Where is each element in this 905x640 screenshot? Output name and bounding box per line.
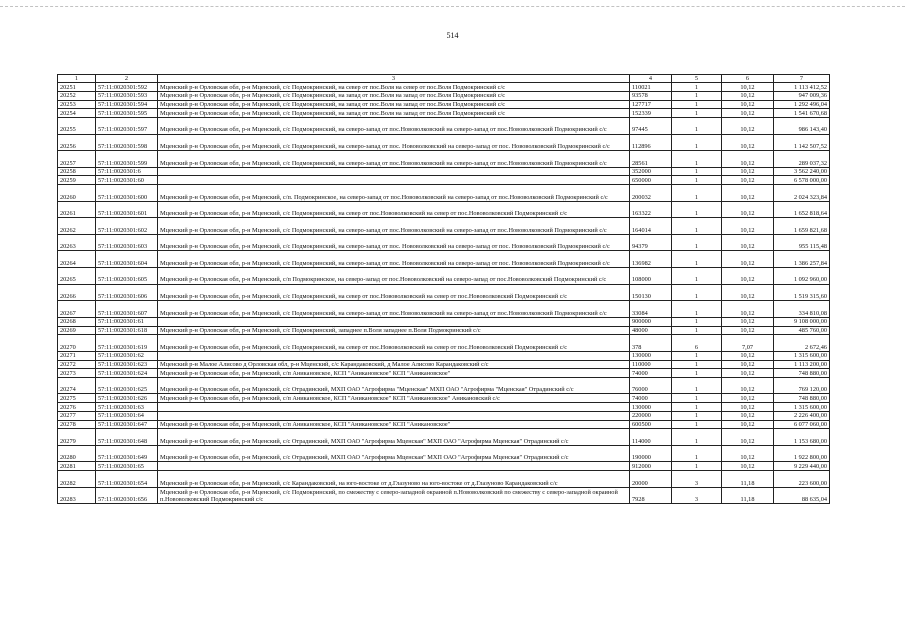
row-number-cell: 20270	[58, 335, 96, 352]
location-description-cell: Мценский р-н Орловская обл, р-н Мценский, с/с Подмокринский, на северо-запад от пос.Нововолковский на северо-запад от пос.Нововолковский Подмокринский с/с	[158, 301, 630, 318]
category-cell: 1	[672, 445, 722, 462]
category-cell: 1	[672, 351, 722, 360]
value-cell: 1 652 818,64	[774, 201, 830, 218]
location-description-cell: Мценский р-н Орловская обл, р-н Мценский, с/с Отрадинский, МХП ОАО "Агрофирма "Мценская" МХП ОАО "Агрофирма "Мценская" Отрадинский с/с	[158, 377, 630, 394]
row-number-cell: 20252	[58, 91, 96, 100]
table-row	[58, 251, 830, 268]
category-cell: 1	[672, 134, 722, 151]
cadastral-number-cell: 57:11:0020301:647	[96, 420, 158, 429]
rate-cell: 10,12	[722, 134, 774, 151]
rate-cell: 10,12	[722, 351, 774, 360]
cadastral-number-cell: 57:11:0020301:601	[96, 201, 158, 218]
value-cell: 1 142 507,52	[774, 134, 830, 151]
row-number-cell: 20269	[58, 326, 96, 335]
table-row	[58, 201, 830, 218]
cadastral-number-cell: 57:11:0020301:606	[96, 284, 158, 301]
area-cell: 912000	[630, 462, 672, 471]
value-cell: 2 024 323,84	[774, 185, 830, 202]
rate-cell: 10,12	[722, 167, 774, 176]
cadastral-number-cell: 57:11:0020301:619	[96, 335, 158, 352]
location-description-cell: Мценский р-н Орловская обл, р-н Мценский, с/с Подмокринский, на север от пос.Воля на север от пос.Воля Подмокринский с/с	[158, 83, 630, 92]
area-cell: 20000	[630, 471, 672, 488]
row-number-cell: 20266	[58, 284, 96, 301]
table-row	[58, 394, 830, 403]
table-row	[58, 91, 830, 100]
value-cell: 769 120,00	[774, 377, 830, 394]
cadastral-number-cell: 57:11:0020301:597	[96, 117, 158, 134]
category-cell: 1	[672, 377, 722, 394]
column-header: 2	[96, 75, 158, 83]
row-number-cell: 20280	[58, 445, 96, 462]
cadastral-number-cell: 57:11:0020301:623	[96, 360, 158, 369]
rate-cell: 11,18	[722, 487, 774, 504]
rate-cell: 10,12	[722, 151, 774, 168]
table-row	[58, 487, 830, 504]
table-row	[58, 317, 830, 326]
cadastral-number-cell: 57:11:0020301:648	[96, 429, 158, 446]
cadastral-number-cell: 57:11:0020301:598	[96, 134, 158, 151]
row-number-cell: 20267	[58, 301, 96, 318]
value-cell: 3 562 240,00	[774, 167, 830, 176]
value-cell: 1 315 600,00	[774, 403, 830, 412]
location-description-cell: Мценский р-н Орловская обл, р-н Мценский, с/п Подмокринское, на северо-запад от пос.Нововолковский на северо-запад от пос.Нововолковский Подмокринский с/с	[158, 268, 630, 285]
area-cell: 93578	[630, 91, 672, 100]
row-number-cell: 20260	[58, 185, 96, 202]
rate-cell: 10,12	[722, 411, 774, 420]
rate-cell: 10,12	[722, 326, 774, 335]
cadastral-number-cell: 57:11:0020301:604	[96, 251, 158, 268]
category-cell: 1	[672, 317, 722, 326]
table-row	[58, 351, 830, 360]
table-row	[58, 167, 830, 176]
cadastral-number-cell: 57:11:0020301:62	[96, 351, 158, 360]
area-cell: 650000	[630, 176, 672, 185]
location-description-cell: Мценский р-н Орловская обл, р-н Мценский, с/с Подмокринский, на запад от пос.Воля на запад от пос.Воля Подмокринский с/с	[158, 100, 630, 109]
location-description-cell: Мценский р-н Орловская обл, р-н Мценский, с/с Отрадинский, МХП ОАО "Агрофирма Мценская" МХП ОАО "Агрофирма Мценская" Отрадинский с/с	[158, 445, 630, 462]
row-number-cell: 20257	[58, 151, 96, 168]
location-description-cell	[158, 411, 630, 420]
category-cell: 1	[672, 369, 722, 378]
row-number-cell: 20253	[58, 100, 96, 109]
category-cell: 1	[672, 360, 722, 369]
area-cell: 190000	[630, 445, 672, 462]
table-body	[58, 75, 830, 504]
row-number-cell: 20259	[58, 176, 96, 185]
location-description-cell	[158, 167, 630, 176]
rate-cell: 10,12	[722, 109, 774, 118]
row-number-cell: 20273	[58, 369, 96, 378]
table-row	[58, 445, 830, 462]
location-description-cell: Мценский р-н Орловская обл, р-н Мценский, с/с Подмокринский, на северо-запад от пос. Нововолковский на северо-запад от пос. Нововолковский Подмокринский с/с	[158, 134, 630, 151]
table-row	[58, 335, 830, 352]
rate-cell: 10,12	[722, 83, 774, 92]
column-header: 6	[722, 75, 774, 83]
value-cell: 1 659 821,68	[774, 218, 830, 235]
cadastral-number-cell: 57:11:0020301:60	[96, 176, 158, 185]
area-cell: 163322	[630, 201, 672, 218]
table-row	[58, 151, 830, 168]
table-row	[58, 83, 830, 92]
cadastral-number-cell: 57:11:0020301:607	[96, 301, 158, 318]
value-cell: 9 108 000,00	[774, 317, 830, 326]
value-cell: 1 113 200,00	[774, 360, 830, 369]
value-cell: 986 143,40	[774, 117, 830, 134]
table-row	[58, 420, 830, 429]
value-cell: 1 315 600,00	[774, 351, 830, 360]
location-description-cell	[158, 351, 630, 360]
row-number-cell: 20282	[58, 471, 96, 488]
area-cell: 112896	[630, 134, 672, 151]
cadastral-number-cell: 57:11:0020301:603	[96, 234, 158, 251]
rate-cell: 10,12	[722, 185, 774, 202]
cadastral-number-cell: 57:11:0020301:595	[96, 109, 158, 118]
area-cell: 130000	[630, 403, 672, 412]
location-description-cell: Мценский р-н Орловская обл, р-н Мценский, с/с Подмокринский, на северо-запад от пос.Нововолковский на северо-запад от пос.Нововолковский Подмокринский с/с	[158, 151, 630, 168]
row-number-cell: 20281	[58, 462, 96, 471]
area-cell: 33084	[630, 301, 672, 318]
rate-cell: 10,12	[722, 268, 774, 285]
row-number-cell: 20265	[58, 268, 96, 285]
cadastral-number-cell: 57:11:0020301:602	[96, 218, 158, 235]
row-number-cell: 20277	[58, 411, 96, 420]
area-cell: 136982	[630, 251, 672, 268]
area-cell: 110000	[630, 360, 672, 369]
category-cell: 1	[672, 462, 722, 471]
value-cell: 1 519 315,60	[774, 284, 830, 301]
area-cell: 7928	[630, 487, 672, 504]
cadastral-number-cell: 57:11:0020301:624	[96, 369, 158, 378]
cadastral-number-cell: 57:11:0020301:593	[96, 91, 158, 100]
location-description-cell: Мценский р-н Орловская обл, р-н Мценский, с/с Подмокринский, на север от пос.Нововолковский на север от пос.Нововолковский Подмокринский с/с	[158, 201, 630, 218]
area-cell: 152339	[630, 109, 672, 118]
area-cell: 352000	[630, 167, 672, 176]
area-cell: 110021	[630, 83, 672, 92]
category-cell: 1	[672, 268, 722, 285]
rate-cell: 10,12	[722, 429, 774, 446]
value-cell: 1 922 800,00	[774, 445, 830, 462]
location-description-cell: Мценский р-н Орловская обл, р-н Мценский, с/с Подмокринский, по смежеству с северо-западной окраиной п.Нововолковский по смежеству с северо-западной окраиной п.Нововолковский Подмокринский с/с	[158, 487, 630, 504]
location-description-cell: Мценский р-н Орловская обл, р-н Мценский, с/с Подмокринский, на север от пос.Нововолковский на север от пос.Нововолковский Подмокринский с/с	[158, 335, 630, 352]
value-cell: 1 541 670,68	[774, 109, 830, 118]
value-cell: 1 092 960,00	[774, 268, 830, 285]
row-number-cell: 20255	[58, 117, 96, 134]
category-cell: 1	[672, 326, 722, 335]
rate-cell: 10,12	[722, 420, 774, 429]
row-number-cell: 20271	[58, 351, 96, 360]
area-cell: 108000	[630, 268, 672, 285]
row-number-cell: 20261	[58, 201, 96, 218]
rate-cell: 10,12	[722, 360, 774, 369]
cadastral-number-cell: 57:11:0020301:64	[96, 411, 158, 420]
cadastral-number-cell: 57:11:0020301:600	[96, 185, 158, 202]
row-number-cell: 20258	[58, 167, 96, 176]
value-cell: 88 635,04	[774, 487, 830, 504]
rate-cell: 7,07	[722, 335, 774, 352]
row-number-cell: 20283	[58, 487, 96, 504]
rate-cell: 10,12	[722, 301, 774, 318]
table-row	[58, 100, 830, 109]
category-cell: 3	[672, 487, 722, 504]
table-header-row	[58, 75, 830, 83]
category-cell: 1	[672, 411, 722, 420]
cadastral-number-cell: 57:11:0020301:592	[96, 83, 158, 92]
category-cell: 1	[672, 117, 722, 134]
table-row	[58, 326, 830, 335]
location-description-cell: Мценский р-н Орловская обл, р-н Мценский, с/с Подмокринский, на северо-запад от пос. Нововолковский на северо-запад от пос. Нововолковский Подмокринский с/с	[158, 234, 630, 251]
row-number-cell: 20275	[58, 394, 96, 403]
value-cell: 1 292 496,04	[774, 100, 830, 109]
location-description-cell: Мценский р-н Орловская обл, р-н Мценский, с/с Отрадинский, МХП ОАО "Агрофирма Мценская" МХП ОАО "Агрофирма Мценская" Отрадинский с/с	[158, 429, 630, 446]
category-cell: 1	[672, 109, 722, 118]
rate-cell: 10,12	[722, 284, 774, 301]
location-description-cell: Мценский р-н Орловская обл, р-н Мценский, с/с Подмокринский, на северо-запад от пос. Нововолковский на северо-запад от пос. Нововолковский Подмокринский с/с	[158, 251, 630, 268]
value-cell: 485 760,00	[774, 326, 830, 335]
category-cell: 1	[672, 185, 722, 202]
rate-cell: 10,12	[722, 218, 774, 235]
area-cell: 130000	[630, 351, 672, 360]
rate-cell: 10,12	[722, 234, 774, 251]
cadastral-number-cell: 57:11:0020301:605	[96, 268, 158, 285]
area-cell: 28561	[630, 151, 672, 168]
table-row	[58, 411, 830, 420]
row-number-cell: 20274	[58, 377, 96, 394]
category-cell: 1	[672, 218, 722, 235]
value-cell: 1 386 257,84	[774, 251, 830, 268]
location-description-cell: Мценский р-н Орловская обл, р-н Мценский, с/п. Подмокринское, на северо-запад от пос.Нововолковский на северо-запад от пос.Нововолковский Подмокринский с/с	[158, 185, 630, 202]
table-row	[58, 462, 830, 471]
value-cell: 289 037,32	[774, 151, 830, 168]
area-cell: 94379	[630, 234, 672, 251]
category-cell: 1	[672, 251, 722, 268]
scan-edge-artifact	[0, 6, 905, 13]
location-description-cell: Мценский р-н Орловская обл, р-н Мценский, с/с Подмокринский, на северо-запад от пос.Нововолковский на северо-запад от пос.Нововолковский Подмокринский с/с	[158, 218, 630, 235]
area-cell: 200032	[630, 185, 672, 202]
cadastral-number-cell: 57:11:0020301:618	[96, 326, 158, 335]
value-cell: 2 672,46	[774, 335, 830, 352]
location-description-cell	[158, 176, 630, 185]
area-cell: 76000	[630, 377, 672, 394]
table-row	[58, 185, 830, 202]
location-description-cell: Мценский р-н Орловская обл, р-н Мценский, с/п Аникановское, КСП "Аникановское" КСП "Аникановское" Аникановский с/с	[158, 394, 630, 403]
value-cell: 2 226 400,00	[774, 411, 830, 420]
value-cell: 1 113 412,52	[774, 83, 830, 92]
area-cell: 600500	[630, 420, 672, 429]
category-cell: 1	[672, 176, 722, 185]
table-row	[58, 117, 830, 134]
cadastral-number-cell: 57:11:0020301:6	[96, 167, 158, 176]
area-cell: 48000	[630, 326, 672, 335]
column-header: 3	[158, 75, 630, 83]
cadastral-number-cell: 57:11:0020301:63	[96, 403, 158, 412]
area-cell: 74000	[630, 369, 672, 378]
cadastral-number-cell: 57:11:0020301:654	[96, 471, 158, 488]
rate-cell: 10,12	[722, 100, 774, 109]
row-number-cell: 20272	[58, 360, 96, 369]
category-cell: 1	[672, 234, 722, 251]
table-row	[58, 301, 830, 318]
category-cell: 1	[672, 100, 722, 109]
rate-cell: 10,12	[722, 117, 774, 134]
cadastral-number-cell: 57:11:0020301:61	[96, 317, 158, 326]
location-description-cell: Мценский р-н Орловская обл, р-н Мценский, с/с Подмокринский, на север от пос.Нововолковский на север от пос.Нововолковский Подмокринский с/с	[158, 284, 630, 301]
row-number-cell: 20264	[58, 251, 96, 268]
category-cell: 1	[672, 394, 722, 403]
cadastral-number-cell: 57:11:0020301:599	[96, 151, 158, 168]
value-cell: 223 600,00	[774, 471, 830, 488]
location-description-cell: Мценский р-н Орловская обл, р-н Мценский, с/с Карандаковский, на юго-востоке от д.Глазуново на юго-востоке от д.Глазуново Карандаковский с/с	[158, 471, 630, 488]
row-number-cell: 20254	[58, 109, 96, 118]
table-row	[58, 218, 830, 235]
table-row	[58, 369, 830, 378]
table-row	[58, 471, 830, 488]
row-number-cell: 20262	[58, 218, 96, 235]
column-header: 7	[774, 75, 830, 83]
category-cell: 1	[672, 91, 722, 100]
category-cell: 1	[672, 284, 722, 301]
area-cell: 114000	[630, 429, 672, 446]
value-cell: 6 077 060,00	[774, 420, 830, 429]
category-cell: 1	[672, 301, 722, 318]
rate-cell: 10,12	[722, 394, 774, 403]
cadastral-number-cell: 57:11:0020301:625	[96, 377, 158, 394]
registry-table-container	[57, 74, 829, 504]
row-number-cell: 20268	[58, 317, 96, 326]
location-description-cell: Мценский р-н Орловская обл, р-н Мценский, с/с Подмокринский, на запад от пос.Воля на запад от пос.Воля Подмокринский с/с	[158, 91, 630, 100]
table-row	[58, 284, 830, 301]
table-row	[58, 377, 830, 394]
area-cell: 220000	[630, 411, 672, 420]
rate-cell: 10,12	[722, 201, 774, 218]
category-cell: 1	[672, 151, 722, 168]
row-number-cell: 20251	[58, 83, 96, 92]
area-cell: 74000	[630, 394, 672, 403]
row-number-cell: 20256	[58, 134, 96, 151]
category-cell: 1	[672, 201, 722, 218]
category-cell: 1	[672, 420, 722, 429]
column-header: 1	[58, 75, 96, 83]
location-description-cell	[158, 403, 630, 412]
value-cell: 947 009,36	[774, 91, 830, 100]
category-cell: 3	[672, 471, 722, 488]
row-number-cell: 20263	[58, 234, 96, 251]
rate-cell: 10,12	[722, 462, 774, 471]
value-cell: 9 229 440,00	[774, 462, 830, 471]
rate-cell: 10,12	[722, 445, 774, 462]
table-row	[58, 268, 830, 285]
rate-cell: 10,12	[722, 91, 774, 100]
location-description-cell: Мценский р-н Орловская обл, р-н Мценский, с/с Подмокринский, западнее п.Воля западнее п.Воля Подмокринский с/с	[158, 326, 630, 335]
value-cell: 1 153 680,00	[774, 429, 830, 446]
column-header: 4	[630, 75, 672, 83]
cadastral-number-cell: 57:11:0020301:626	[96, 394, 158, 403]
page-number: 514	[446, 31, 459, 40]
location-description-cell: Мценский р-н Орловская обл, р-н Мценский, с/с Подмокринский, на запад от пос.Воля на запад от пос.Воля Подмокринский с/с	[158, 109, 630, 118]
value-cell: 955 115,48	[774, 234, 830, 251]
area-cell: 164014	[630, 218, 672, 235]
area-cell: 127717	[630, 100, 672, 109]
table-row	[58, 403, 830, 412]
cadastral-number-cell: 57:11:0020301:594	[96, 100, 158, 109]
area-cell: 97445	[630, 117, 672, 134]
location-description-cell: Мценский р-н Орловская обл, р-н Мценский, с/п Аникановское, КСП "Аникановское" КСП "Аникановское"	[158, 369, 630, 378]
row-number-cell: 20276	[58, 403, 96, 412]
category-cell: 6	[672, 335, 722, 352]
location-description-cell: Мценский р-н Малое Алисово д Орловская обл, р-н Мценский, с/с Карандаковский, д Малое Алисово Карандаковский с/с	[158, 360, 630, 369]
location-description-cell: Мценский р-н Орловская обл, р-н Мценский, с/п Аникановское, КСП "Аникановское" КСП "Аникановское"	[158, 420, 630, 429]
location-description-cell	[158, 462, 630, 471]
location-description-cell	[158, 317, 630, 326]
rate-cell: 10,12	[722, 377, 774, 394]
location-description-cell: Мценский р-н Орловская обл, р-н Мценский, с/с Подмокринский, на северо-запад от пос.Нововолковский на северо-запад от пос.Нововолковский Подмокринский с/с	[158, 117, 630, 134]
value-cell: 748 880,00	[774, 394, 830, 403]
rate-cell: 10,12	[722, 369, 774, 378]
area-cell: 150130	[630, 284, 672, 301]
rate-cell: 10,12	[722, 403, 774, 412]
category-cell: 1	[672, 83, 722, 92]
table-row	[58, 109, 830, 118]
table-row	[58, 176, 830, 185]
cadastral-number-cell: 57:11:0020301:65	[96, 462, 158, 471]
registry-table	[57, 74, 830, 504]
column-header: 5	[672, 75, 722, 83]
area-cell: 900000	[630, 317, 672, 326]
rate-cell: 10,12	[722, 251, 774, 268]
row-number-cell: 20279	[58, 429, 96, 446]
table-row	[58, 134, 830, 151]
table-row	[58, 234, 830, 251]
value-cell: 334 810,08	[774, 301, 830, 318]
table-row	[58, 360, 830, 369]
cadastral-number-cell: 57:11:0020301:656	[96, 487, 158, 504]
rate-cell: 11,18	[722, 471, 774, 488]
row-number-cell: 20278	[58, 420, 96, 429]
cadastral-number-cell: 57:11:0020301:649	[96, 445, 158, 462]
rate-cell: 10,12	[722, 317, 774, 326]
category-cell: 1	[672, 429, 722, 446]
category-cell: 1	[672, 167, 722, 176]
table-row	[58, 429, 830, 446]
category-cell: 1	[672, 403, 722, 412]
value-cell: 748 880,00	[774, 369, 830, 378]
area-cell: 378	[630, 335, 672, 352]
rate-cell: 10,12	[722, 176, 774, 185]
value-cell: 6 578 000,00	[774, 176, 830, 185]
